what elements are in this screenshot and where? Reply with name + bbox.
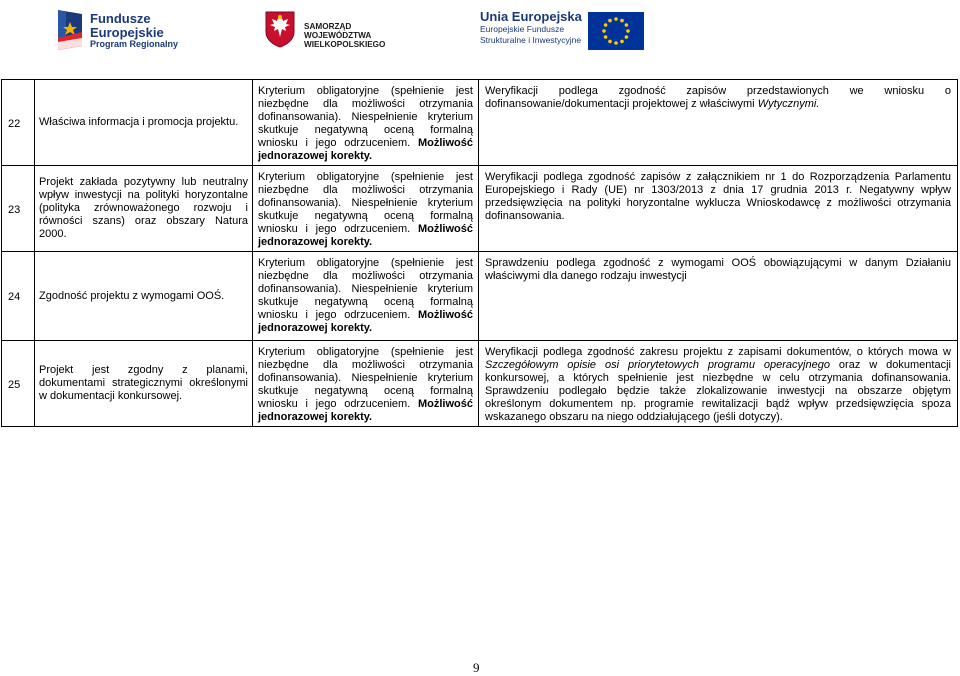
description-italic: Wytycznymi. xyxy=(757,98,820,110)
row-number: 23 xyxy=(2,166,35,252)
criterion-type-strong2: jednorazowej korekty. xyxy=(258,236,373,248)
criterion-description xyxy=(479,252,958,341)
criterion-type-strong2: jednorazowej korekty. xyxy=(258,150,373,162)
description-italic: Szczegółowym opisie osi priorytetowych programu operacyjnego xyxy=(485,359,830,371)
fe-logo-line3: Program Regionalny xyxy=(90,39,179,50)
wp-logo-line2: WIELKOPOLSKIEGO xyxy=(304,40,386,50)
criteria-table xyxy=(1,79,958,427)
ue-logo-line1: Unia Europejska xyxy=(480,9,582,24)
row-number: 25 xyxy=(2,341,35,427)
criterion-description xyxy=(479,341,958,427)
row-number: 22 xyxy=(2,80,35,166)
wp-logo-line1: SAMORZĄD WOJEWÓDZTWA xyxy=(304,22,372,41)
criterion-type-strong1: Możliwość xyxy=(417,223,473,235)
description-text: Weryfikacji podlega zgodność zapisów przedstawionych we wniosku o dofinansowanie/dokumentacji projektowej z właściwymi xyxy=(485,85,951,110)
description-text: Weryfikacji podlega zgodność zakresu projektu z zapisami dokumentów, o których mowa w xyxy=(485,346,951,358)
fundusze-europejskie-logo xyxy=(52,6,182,52)
criterion-type-strong2: jednorazowej korekty. xyxy=(258,411,373,423)
eagle-shield-icon xyxy=(264,10,296,48)
criterion-name-text: Projekt zakłada pozytywny lub neutralny wpływ inwestycji na polityki horyzontalne (polityka zrównoważonego rozwoju i równości szans) oraz obszary Natura 2000. xyxy=(39,176,248,240)
fe-star-flag-icon xyxy=(52,8,86,52)
criterion-description xyxy=(479,166,958,252)
eu-flag-icon xyxy=(588,12,644,50)
criterion-type xyxy=(253,166,479,252)
criterion-type xyxy=(253,80,479,166)
criterion-type xyxy=(253,252,479,341)
fe-logo-line2: Europejskie xyxy=(90,24,164,40)
criterion-name xyxy=(35,341,253,427)
criterion-type xyxy=(253,341,479,427)
row-number: 24 xyxy=(2,252,35,341)
page-number: 9 xyxy=(473,660,480,675)
table-row xyxy=(2,80,958,166)
description-text: Sprawdzeniu podlega zgodność z wymogami OOŚ obowiązującymi w danym Działaniu właściwymi dla danego rodzaju inwestycji xyxy=(485,257,951,282)
criterion-name: Zgodność projektu z wymogami OOŚ. xyxy=(35,252,253,341)
table-row xyxy=(2,341,958,427)
ue-logo-line2: Europejskie Fundusze xyxy=(480,24,565,35)
criterion-type-text: Kryterium obligatoryjne (spełnienie jest niezbędne dla możliwości otrzymania dofinansowania). Niespełnienie kryterium skutkuje negatywną oceną formalną wniosku i jego odrzuceniem. xyxy=(258,85,473,149)
criterion-type-strong1: Możliwość xyxy=(417,309,473,321)
criterion-type-text: Kryterium obligatoryjne (spełnienie jest niezbędne dla możliwości otrzymania dofinansowania). Niespełnienie kryterium skutkuje negatywną oceną formalną wniosku i jego odrzuceniem. xyxy=(258,346,473,410)
criterion-type-strong1: Możliwość xyxy=(417,137,473,149)
criterion-type-strong2: jednorazowej korekty. xyxy=(258,322,373,334)
samorzad-wojewodztwa-logo xyxy=(264,12,394,48)
table-row xyxy=(2,252,958,341)
unia-europejska-logo xyxy=(470,8,645,52)
criterion-type-strong1: Możliwość xyxy=(417,398,473,410)
description-text-2: oraz w dokumentacji konkursowej, a których spełnienie jest niezbędne w celu otrzymania dofinansowania. Sprawdzeniu podlegało będzie także zlokalizowanie inwestycji na obszarze objętym określonym dokumentem np. programie rewitalizacji bądź wpływ przedsięwzięcia spoza wskazanego obszaru na niego oddziałującego (jeśli dotyczy). xyxy=(485,359,951,423)
criterion-type-text: Kryterium obligatoryjne (spełnienie jest niezbędne dla możliwości otrzymania dofinansowania). Niespełnienie kryterium skutkuje negatywną oceną formalną wniosku i jego odrzuceniem. xyxy=(258,257,473,321)
fe-logo-line1: Fundusze xyxy=(90,11,151,26)
criterion-name: Właściwa informacja i promocja projektu. xyxy=(35,80,253,166)
description-text: Weryfikacji podlega zgodność zapisów z załącznikiem nr 1 do Rozporządzenia Parlamentu Europejskiego i Rady (UE) nr 1303/2013 z dnia 17 grudnia 2013 r. Negatywny wpływ przedsięwzięcia na polityki horyzontalne wyklucza Wnioskodawcę z możliwości otrzymania dofinansowania. xyxy=(485,171,951,222)
criterion-name-text: Projekt jest zgodny z planami, dokumentami strategicznymi określonymi w dokumentacji konkursowej. xyxy=(39,364,248,402)
criterion-description xyxy=(479,80,958,166)
table-row xyxy=(2,166,958,252)
criterion-name xyxy=(35,166,253,252)
ue-logo-line3: Strukturalne i Inwestycyjne xyxy=(480,34,582,45)
criterion-type-text: Kryterium obligatoryjne (spełnienie jest niezbędne dla możliwości otrzymania dofinansowania). Niespełnienie kryterium skutkuje negatywną oceną formalną wniosku i jego odrzuceniem. xyxy=(258,171,473,235)
